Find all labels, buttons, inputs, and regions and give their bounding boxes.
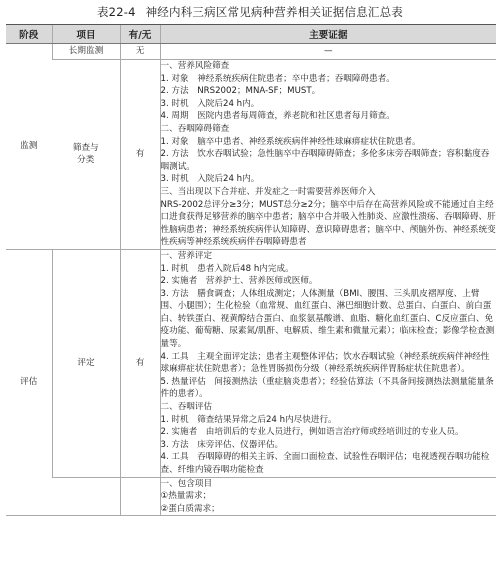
table-row-evaluation (6, 249, 496, 477)
evidence-line: 三、当出现以下合并症、并发症之一时需要营养医师介入 (160, 186, 376, 197)
evidence-line: 二、吞咽评估 (160, 402, 213, 413)
table-row-continuation (6, 477, 496, 516)
evidence-line: 1. 对象 神经系统疾病住院患者；卒中患者；吞咽障碍患者。 (160, 73, 395, 84)
item-cell-continuation (52, 477, 120, 516)
evidence-line: 4. 工具 主观全面评定法；患者主观整体评估；饮水吞咽试验（神经系统疾病伴神经性球麻痹症状住院患者）；急性胃肠损伤分级（神经系统疾病伴胃肠症状住院患者）。 (160, 351, 490, 375)
item-cell-long-term: 长期监测 (52, 44, 120, 60)
table-caption (0, 0, 500, 24)
evidence-line: 4. 工具 吞咽障碍的相关主诉、全面口面检查、试验性吞咽评估；电视透视吞咽功能检查、纤维内镜吞咽功能检查 (160, 452, 490, 475)
evidence-line: 5. 热量评估 间接测热法（重症脑炎患者）；经验估算法（不具备间接测热法测量能量条件的患者）。 (160, 376, 494, 400)
table-row-screening (6, 60, 496, 250)
evidence-line: 1. 时机 筛查结果异常之后24 h内尽快进行。 (160, 414, 337, 425)
header-has: 有/无 (120, 25, 160, 44)
table-header-row (6, 25, 496, 44)
evidence-line: 3. 方法 床旁评估、仪器评估。 (160, 439, 284, 450)
evidence-cell-long-term: — (160, 44, 496, 60)
table-row-long-term (6, 44, 496, 60)
stage-cell-evaluation: 评估 (6, 249, 52, 515)
evidence-line: NRS-2002总评分≥3分；MUST总分≥2分；脑卒中后存在高营养风险或不能通过自主经口进食获得足够营养的脑卒中患者；脑卒中合并吸入性肺炎、应激性溃疡、吞咽障碍、肝性脑病患者；神经系统疾病伴认知障碍、意识障碍患者；脑卒中、颅脑外伤、神经系统变性疾病等神经系统疾病伴吞咽障碍患者 (160, 199, 496, 248)
evidence-table (6, 24, 496, 516)
has-cell-evaluation: 有 (120, 249, 160, 477)
evidence-line: 3. 时机 入院后24 h内。 (160, 174, 260, 185)
header-evidence: 主要证据 (160, 25, 496, 44)
evidence-line: 2. 方法 NRS2002；MNA-SF；MUST。 (160, 86, 321, 97)
evidence-line: 4. 周期 医院内患者每周筛查，养老院和社区患者每月筛查。 (160, 111, 395, 122)
has-cell-continuation (120, 477, 160, 516)
evidence-line: 2. 实施者 营养护士、营养医师或医师。 (160, 276, 318, 287)
evidence-line: 1. 时机 患者入院后48 h内完成。 (160, 263, 294, 274)
evidence-line: 二、吞咽障碍筛查 (160, 123, 230, 134)
evidence-cell-screening (160, 60, 496, 250)
header-stage: 阶段 (6, 25, 52, 44)
evidence-line: 2. 方法 饮水吞咽试验；急性脑卒中吞咽障碍筛查；多伦多床旁吞咽筛查；容积黏度吞咽测试。 (160, 149, 490, 172)
table-title: 神经内科三病区常见病种营养相关证据信息汇总表 (145, 5, 403, 19)
header-item: 项目 (52, 25, 120, 44)
evidence-line: 3. 时机 入院后24 h内。 (160, 98, 260, 109)
item-cell-evaluation: 评定 (52, 249, 120, 477)
stage-cell-monitor: 监测 (6, 44, 52, 250)
evidence-line: 1. 对象 脑卒中患者、神经系统疾病伴神经性球麻痹症状住院患者。 (160, 136, 421, 147)
evidence-line: 一、营养评定 (160, 250, 213, 261)
table-number: 表22-4 (96, 5, 136, 19)
item-screening-line-1: 筛查与 (72, 142, 99, 153)
item-screening-line-2: 分类 (77, 155, 95, 166)
evidence-cell-continuation (160, 477, 496, 516)
evidence-line: ①热量需求； (160, 491, 212, 502)
evidence-line: 一、营养风险筛查 (160, 61, 230, 71)
item-cell-screening (52, 60, 120, 250)
evidence-line: ②蛋白质需求； (160, 503, 220, 514)
evidence-line: 3. 方法 膳食调查；人体组成测定；人体测量（BMI、腰围、三头肌皮褶厚度、上臂围、小腿围）；生化检验（血常规、血红蛋白、淋巴细胞计数、总蛋白、白蛋白、前白蛋白、转铁蛋白、视黄醇结合蛋白、血浆氨基酸谱、血脂、糖化血红蛋白、C反应蛋白、免疫功能、葡萄糖、尿素氮/肌酐、电解质、维生素和微量元素）；临床检查；影像学检查测量等。 (160, 288, 495, 350)
evidence-line: 2. 实施者 由培训后的专业人员进行，例如语言治疗师或经培训过的专业人员。 (160, 427, 464, 438)
evidence-line: 一、包含项目 (160, 478, 213, 489)
has-cell-screening: 有 (120, 60, 160, 250)
has-cell-long-term: 无 (120, 44, 160, 60)
evidence-cell-evaluation (160, 249, 496, 477)
